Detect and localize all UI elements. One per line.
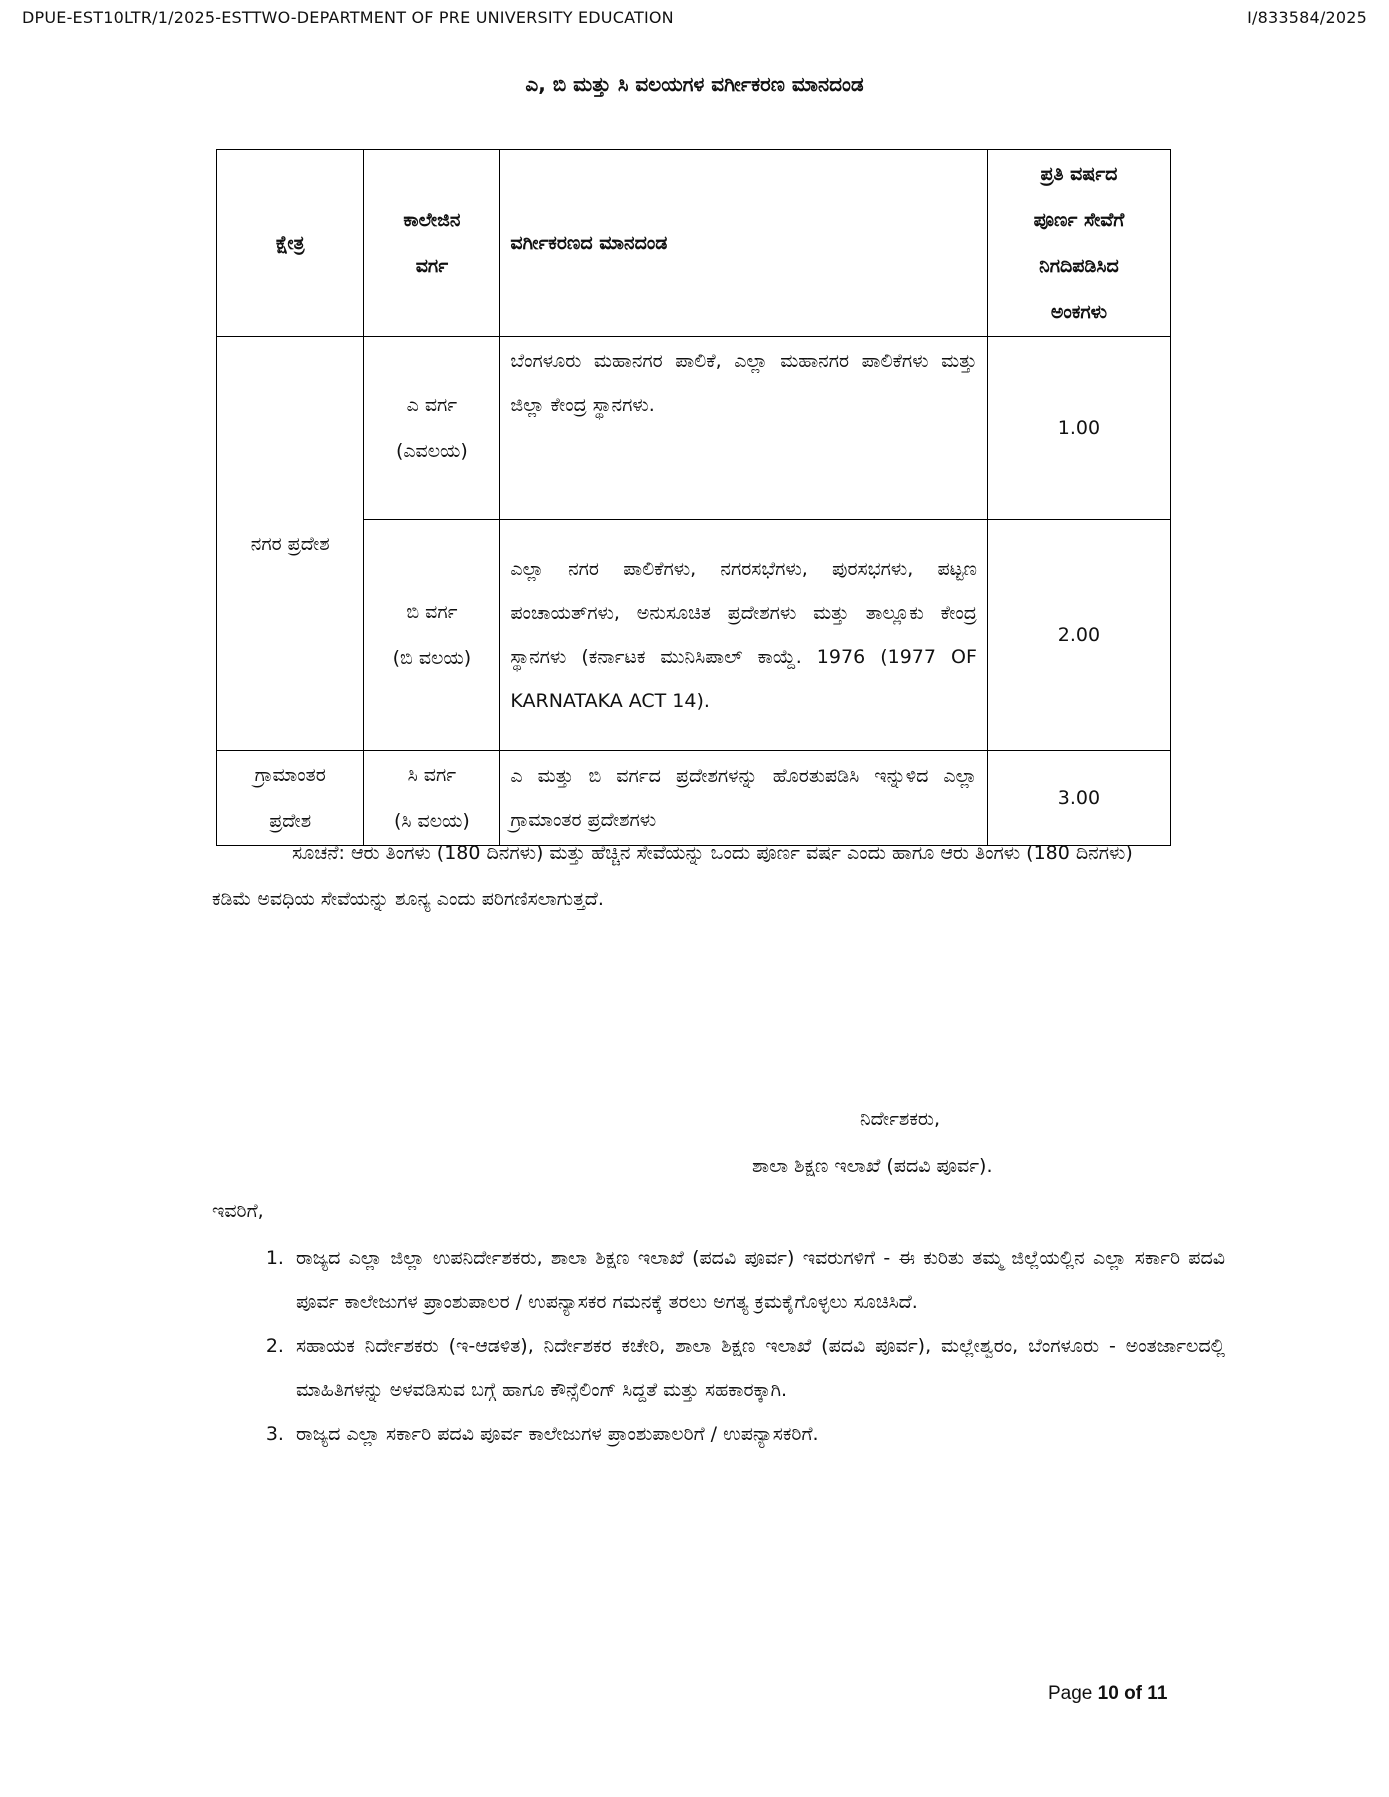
category-line: ಬಿ ವರ್ಗ <box>406 601 458 623</box>
signatory-department: ಶಾಲಾ ಶಿಕ್ಷಣ ಇಲಾಖೆ (ಪದವಿ ಪೂರ್ವ). <box>752 1155 993 1177</box>
category-cell <box>364 337 500 520</box>
marks-cell: 3.00 <box>987 751 1170 846</box>
category-line: (ಬಿ ವಲಯ) <box>392 647 472 669</box>
header-marks-line: ಅಂಕಗಳು <box>1050 301 1108 323</box>
header-marks-line: ನಿಗದಿಪಡಿಸಿದ <box>1039 255 1119 277</box>
page-prefix: Page <box>1048 1683 1093 1704</box>
document-reference: DPUE-EST10LTR/1/2025-ESTTWO-DEPARTMENT OF PRE UNIVERSITY EDUCATION <box>22 8 674 27</box>
region-line: ಗ್ರಾಮಾಂತರ <box>254 764 326 786</box>
criteria-cell: ಎ ಮತ್ತು ಬಿ ವರ್ಗದ ಪ್ರದೇಶಗಳನ್ನು ಹೊರತುಪಡಿಸಿ ಇನ್ನುಳಿದ ಎಲ್ಲಾ ಗ್ರಾಮಾಂತರ ಪ್ರದೇಶಗಳು <box>500 751 988 846</box>
page-title: ಎ, ಬಿ ಮತ್ತು ಸಿ ವಲಯಗಳ ವರ್ಗೀಕರಣ ಮಾನದಂಡ <box>525 72 864 96</box>
category-line: (ಎವಲಯ) <box>395 440 468 462</box>
header-region: ಕ್ಷೇತ್ರ <box>217 150 364 337</box>
category-line: ಎ ವರ್ಗ <box>406 394 458 416</box>
list-item: 1. ರಾಜ್ಯದ ಎಲ್ಲಾ ಜಿಲ್ಲಾ ಉಪನಿರ್ದೇಶಕರು, ಶಾಲಾ ಶಿಕ್ಷಣ ಇಲಾಖೆ (ಪದವಿ ಪೂರ್ವ) ಇವರುಗಳಿಗೆ - ಈ ಕುರಿತು ತಮ್ಮ ಜಿಲ್ಲೆಯಲ್ಲಿನ ಎಲ್ಲಾ ಸರ್ಕಾರಿ ಪದವಿ ಪೂರ್ವ ಕಾಲೇಜುಗಳ ಪ್ರಾಂಶುಪಾಲರ / ಉಪನ್ಯಾಸಕರ ಗಮನಕ್ಕೆ ತರಲು ಅಗತ್ಯ ಕ್ರಮಕೈಗೊಳ್ಳಲು ಸೂಚಿಸಿದೆ. <box>290 1236 1225 1324</box>
category-cell <box>364 520 500 751</box>
header-category-line: ಕಾಲೇಜಿನ <box>403 209 461 231</box>
header-marks <box>987 150 1170 337</box>
criteria-cell: ಬೆಂಗಳೂರು ಮಹಾನಗರ ಪಾಲಿಕೆ, ಎಲ್ಲಾ ಮಹಾನಗರ ಪಾಲಿಕೆಗಳು ಮತ್ತು ಜಿಲ್ಲಾ ಕೇಂದ್ರ ಸ್ಥಾನಗಳು. <box>500 337 988 520</box>
classification-table <box>216 149 1171 846</box>
region-cell: ನಗರ ಪ್ರದೇಶ <box>217 337 364 751</box>
distribution-list <box>242 1236 1225 1456</box>
page-current: 10 <box>1097 1683 1119 1704</box>
note-paragraph <box>212 830 1172 922</box>
marks-cell: 2.00 <box>987 520 1170 751</box>
criteria-cell: ಎಲ್ಲಾ ನಗರ ಪಾಲಿಕೆಗಳು, ನಗರಸಭೆಗಳು, ಪುರಸಭಗಳು, ಪಟ್ಟಣ ಪಂಚಾಯತ್‌ಗಳು, ಅನುಸೂಚಿತ ಪ್ರದೇಶಗಳು ಮತ್ತು ತಾಲ್ಲೂಕು ಕೇಂದ್ರ ಸ್ಥಾನಗಳು (ಕರ್ನಾಟಕ ಮುನಿಸಿಪಾಲ್ ಕಾಯ್ದೆ. 1976 (1977 OF KARNATAKA ACT 14). <box>500 520 988 751</box>
file-number: I/833584/2025 <box>1247 8 1367 27</box>
recipients-label: ಇವರಿಗೆ, <box>212 1200 264 1222</box>
header-marks-line: ಪೂರ್ಣ ಸೇವೆಗೆ <box>1033 209 1125 231</box>
category-line: ಸಿ ವರ್ಗ <box>407 764 457 786</box>
list-item: 2. ಸಹಾಯಕ ನಿರ್ದೇಶಕರು (ಇ-ಆಡಳಿತ), ನಿರ್ದೇಶಕರ ಕಚೇರಿ, ಶಾಲಾ ಶಿಕ್ಷಣ ಇಲಾಖೆ (ಪದವಿ ಪೂರ್ವ), ಮಲ್ಲೇಶ್ವರಂ, ಬೆಂಗಳೂರು - ಅಂತರ್ಜಾಲದಲ್ಲಿ ಮಾಹಿತಿಗಳನ್ನು ಅಳವಡಿಸುವ ಬಗ್ಗೆ ಹಾಗೂ ಕೌನ್ಸೆಲಿಂಗ್ ಸಿದ್ದತೆ ಮತ್ತು ಸಹಕಾರಕ್ಕಾಗಿ. <box>290 1324 1225 1412</box>
table-header-row <box>217 150 1171 337</box>
page-total: 11 <box>1147 1683 1168 1704</box>
table-row <box>217 337 1171 520</box>
signatory-title: ನಿರ್ದೇಶಕರು, <box>860 1108 941 1130</box>
page-of: of <box>1124 1683 1143 1704</box>
header-category <box>364 150 500 337</box>
note-text: ಸೂಚನೆ: ಆರು ತಿಂಗಳು (180 ದಿನಗಳು) ಮತ್ತು ಹೆಚ್ಚಿನ ಸೇವೆಯನ್ನು ಒಂದು ಪೂರ್ಣ ವರ್ಷ ಎಂದು ಹಾಗೂ ಆರು ತಿಂಗಳು (180 ದಿನಗಳು) ಕಡಿಮೆ ಅವಧಿಯ ಸೇವೆಯನ್ನು ಶೂನ್ಯ ಎಂದು ಪರಿಗಣಿಸಲಾಗುತ್ತದೆ. <box>212 842 1133 910</box>
marks-cell: 1.00 <box>987 337 1170 520</box>
header-marks-line: ಪ್ರತಿ ವರ್ಷದ <box>1040 163 1118 185</box>
region-line: ಪ್ರದೇಶ <box>269 810 312 832</box>
header-criteria: ವರ್ಗೀಕರಣದ ಮಾನದಂಡ <box>500 150 988 337</box>
header-category-line: ವರ್ಗ <box>415 255 449 277</box>
category-line: (ಸಿ ವಲಯ) <box>393 810 470 832</box>
list-item: 3. ರಾಜ್ಯದ ಎಲ್ಲಾ ಸರ್ಕಾರಿ ಪದವಿ ಪೂರ್ವ ಕಾಲೇಜುಗಳ ಪ್ರಾಂಶುಪಾಲರಿಗೆ / ಉಪನ್ಯಾಸಕರಿಗೆ. <box>290 1412 1225 1456</box>
page-number <box>1048 1683 1167 1705</box>
